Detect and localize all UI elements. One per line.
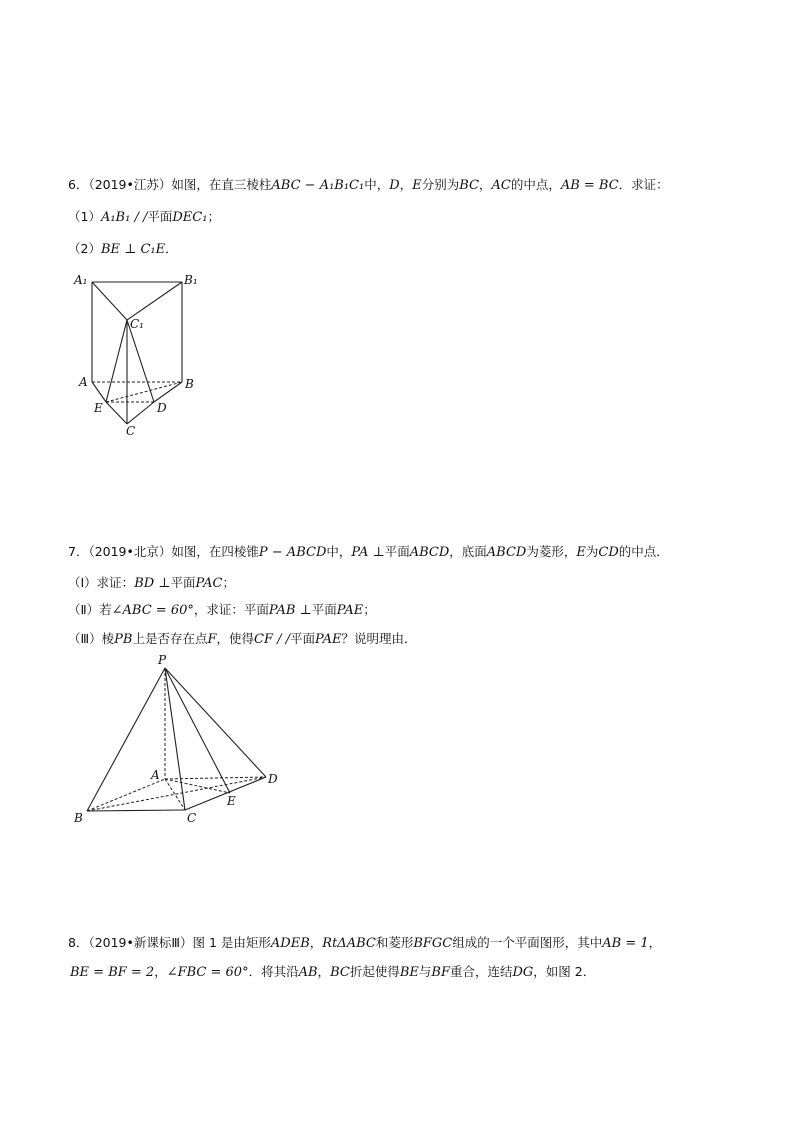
text: ．求证： (618, 177, 669, 192)
text: 为菱形， (526, 544, 577, 559)
math: CF / / (254, 632, 290, 647)
text: 分别为 (421, 177, 460, 192)
problem-source: （2019•江苏） (88, 177, 172, 192)
text: ，求证：平面 (193, 602, 269, 617)
math: E (576, 545, 586, 560)
text: 图 1 是由矩形 (192, 935, 271, 950)
text: 为 (585, 544, 599, 559)
text: 组成的一个平面图形，其中 (452, 935, 603, 950)
problem6-part1 (68, 208, 220, 227)
math: BE (399, 965, 419, 980)
text: 如图，在四棱锥 (171, 544, 259, 559)
label-C: C (187, 811, 197, 825)
problem8-statement-cont (70, 963, 595, 982)
math: BC (330, 965, 350, 980)
part-label: （Ⅱ）若 (68, 602, 112, 617)
math: D (389, 178, 400, 193)
text: 与 (418, 964, 432, 979)
label-D: D (157, 401, 167, 415)
text: 中， (326, 544, 352, 559)
problem7-part-ii (68, 601, 376, 620)
math: CD (598, 545, 619, 560)
math: ∠FBC = 60° (166, 965, 249, 980)
text: ． (165, 241, 178, 256)
text: ； (207, 209, 220, 224)
math: BE ⊥ C₁E (100, 242, 166, 257)
math: ABC − A₁B₁C₁ (271, 178, 365, 193)
text: ； (363, 602, 376, 617)
part-label: （Ⅰ）求证： (68, 575, 135, 590)
text: 中， (364, 177, 390, 192)
label-A: A (151, 768, 160, 782)
problem7-statement (68, 543, 669, 562)
problem-number: 7． (68, 544, 89, 559)
math: RtΔABC (322, 936, 376, 951)
text: 重合，连结 (449, 964, 513, 979)
text: 如图，在直三棱柱 (171, 177, 272, 192)
text: ， (317, 964, 331, 979)
math: BD ⊥ (134, 576, 171, 591)
label-C: C (126, 424, 136, 438)
text: 上是否存在点 (132, 631, 208, 646)
math: PAC (195, 576, 223, 591)
text: 平面 (290, 631, 316, 646)
text: ， (154, 964, 167, 979)
text: ， (309, 935, 323, 950)
math: PAE (336, 603, 364, 618)
label-A1: A₁ (74, 273, 88, 287)
math: BF (431, 965, 450, 980)
math: ADEB (270, 936, 310, 951)
text: ， (399, 177, 413, 192)
problem7-part-i (68, 574, 235, 593)
pyramid-figure (70, 650, 290, 830)
math: BFGC (413, 936, 453, 951)
text: 的中点． (618, 544, 669, 559)
text: 的中点， (510, 177, 561, 192)
text: ，如图 2． (533, 964, 596, 979)
label-A: A (79, 375, 88, 389)
math: P − ABCD (258, 545, 327, 560)
problem-number: 6． (68, 177, 89, 192)
problem-source: （2019•新课标Ⅲ） (88, 935, 193, 950)
math: ABCD (409, 545, 450, 560)
text: 平面 (384, 544, 410, 559)
text: ，使得 (216, 631, 254, 646)
part-label: （Ⅲ）棱 (68, 631, 115, 646)
math: AB (298, 965, 318, 980)
math: DEC₁ (172, 210, 208, 225)
text: ．将其沿 (248, 964, 299, 979)
text: 平面 (170, 575, 196, 590)
text: ， (648, 935, 662, 950)
text: ，底面 (449, 544, 487, 559)
text: 平面 (311, 602, 337, 617)
math: ABCD (486, 545, 527, 560)
problem6-part2 (68, 240, 178, 259)
label-B: B (74, 811, 83, 825)
math: ∠ABC = 60° (111, 603, 194, 618)
label-B1: B₁ (184, 273, 198, 287)
text: ； (222, 575, 235, 590)
label-B: B (185, 377, 194, 391)
math: DG (512, 965, 534, 980)
text: 折起使得 (349, 964, 400, 979)
math: PAB ⊥ (268, 603, 312, 618)
label-D: D (268, 772, 278, 786)
math: PA ⊥ (351, 545, 385, 560)
prism-figure (70, 268, 210, 438)
text: ， (478, 177, 492, 192)
label-C1: C₁ (130, 317, 144, 331)
problem6-statement (68, 176, 669, 195)
problem8-statement (68, 934, 661, 953)
part-label: （1） (68, 209, 101, 224)
math: AC (491, 178, 511, 193)
math: BC (459, 178, 479, 193)
label-P: P (158, 653, 167, 667)
part-label: （2） (68, 241, 101, 256)
problem-source: （2019•北京） (88, 544, 172, 559)
label-E: E (94, 401, 103, 415)
problem7-part-iii (68, 630, 416, 649)
text: 平面 (147, 209, 173, 224)
text: ？说明理由． (341, 631, 417, 646)
math: AB = 1 (602, 936, 649, 951)
text: 和菱形 (375, 935, 414, 950)
math: BE = BF = 2 (70, 965, 155, 980)
math: E (412, 178, 422, 193)
math: A₁B₁ / / (100, 210, 148, 225)
math: F (207, 632, 217, 647)
problem-number: 8． (68, 935, 89, 950)
math: AB = BC (560, 178, 619, 193)
math: PB (114, 632, 133, 647)
math: PAE (315, 632, 342, 647)
label-E: E (227, 794, 236, 808)
